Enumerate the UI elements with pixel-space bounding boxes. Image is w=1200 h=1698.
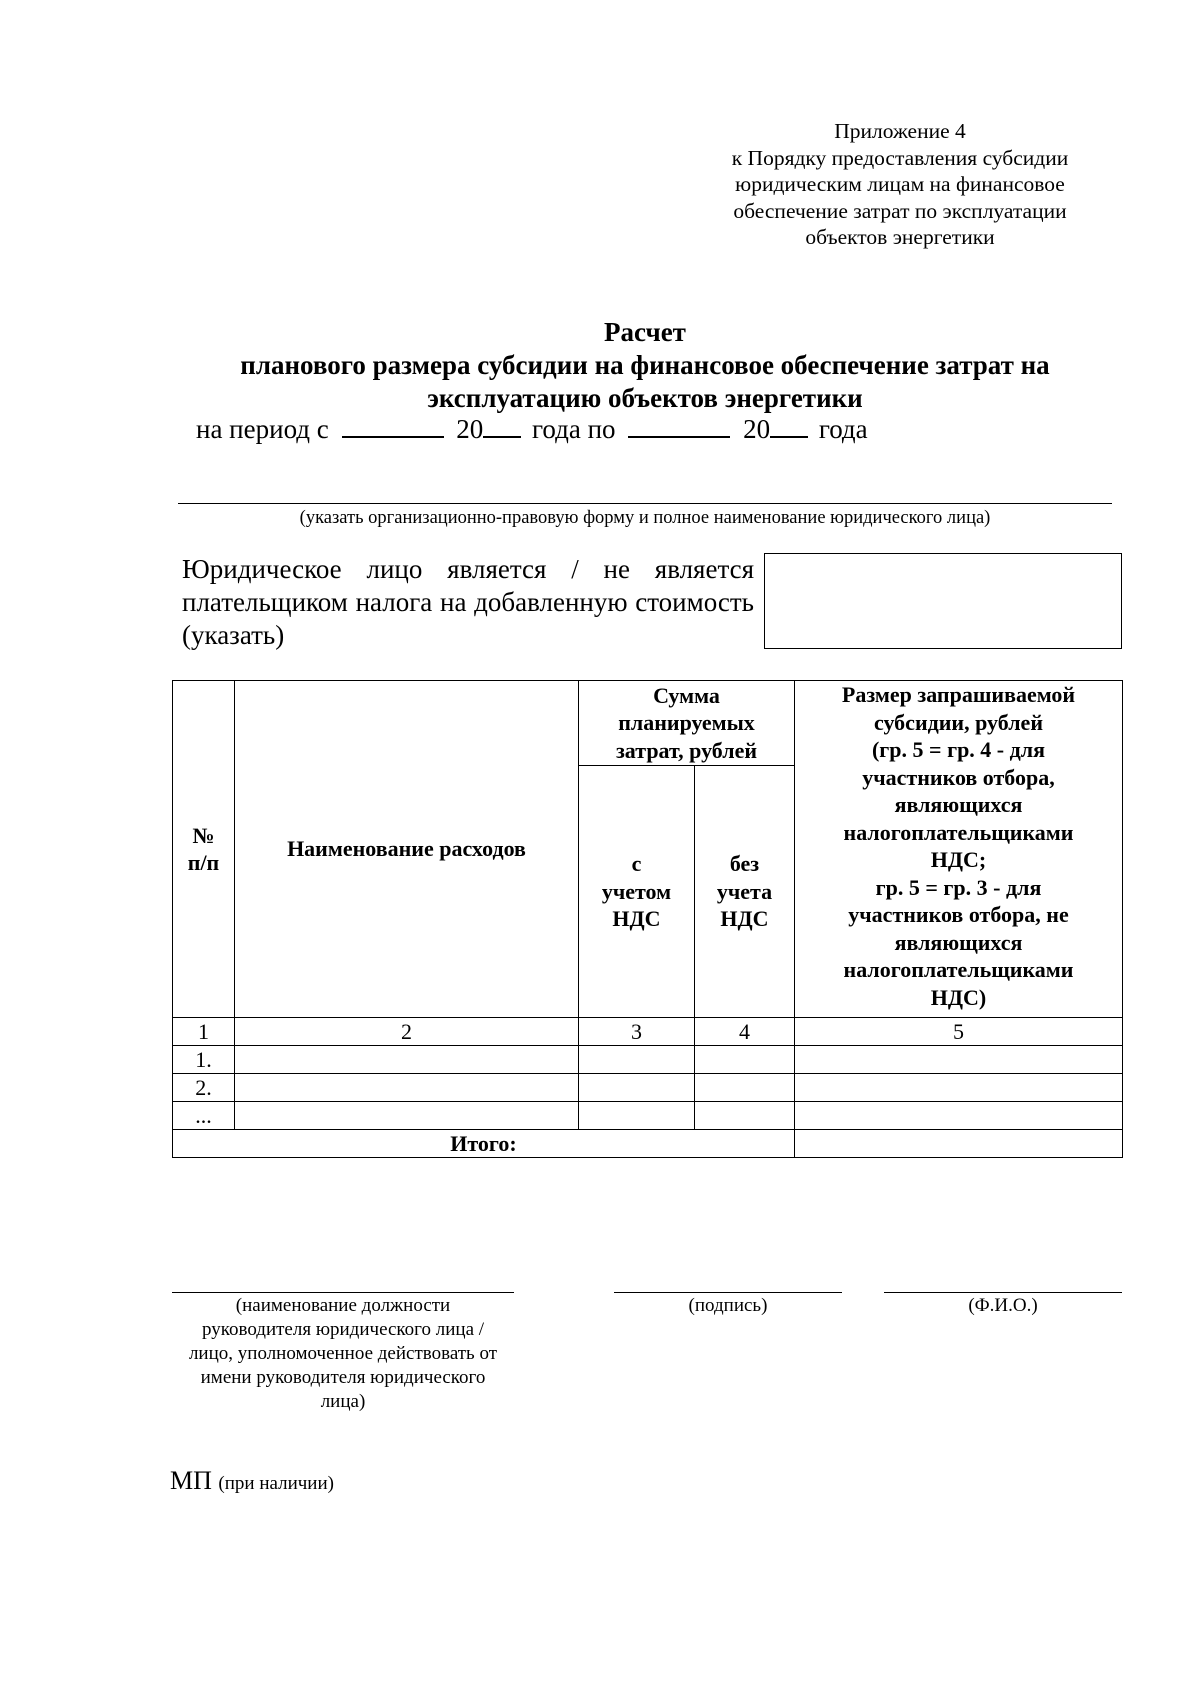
position-caption <box>172 1294 514 1414</box>
table-row <box>173 1074 1123 1102</box>
caption-line: руководителя юридического лица / <box>201 1319 485 1340</box>
caption-line: лицо, уполномоченное действовать от <box>188 1343 498 1364</box>
header-text: с <box>631 851 642 877</box>
header-text: учета <box>716 878 773 904</box>
total-label: Итого: <box>173 1130 795 1158</box>
header-text: (гр. 5 = гр. 4 - для <box>871 737 1045 762</box>
appendix-line: юридическим лицам на финансовое <box>735 172 1065 196</box>
header-text: учетом <box>601 878 672 904</box>
column-number: 3 <box>579 1018 695 1046</box>
period-line <box>196 414 868 445</box>
column-numbers-row <box>173 1018 1123 1046</box>
appendix-line: объектов энергетики <box>805 225 995 249</box>
column-number: 5 <box>795 1018 1123 1046</box>
header-text: НДС) <box>930 984 987 1010</box>
expense-name-cell[interactable] <box>235 1074 579 1102</box>
caption-line: (наименование должности <box>235 1295 451 1316</box>
organization-caption: (указать организационно-правовую форму и полное наименование юридического лица) <box>299 508 991 528</box>
header-subsidy-amount <box>795 681 1123 1018</box>
header-text: № <box>192 822 215 848</box>
title-line: эксплуатацию объектов энергетики <box>427 383 863 413</box>
header-text: участников отбора, не <box>848 902 1069 927</box>
period-year1: 20 <box>456 414 484 444</box>
header-text: НДС; <box>930 847 987 872</box>
period-suffix: года <box>818 414 868 444</box>
title-line: планового размера субсидии на финансовое обеспечение затрат на <box>240 350 1050 380</box>
header-text: НДС <box>612 906 661 932</box>
total-row <box>173 1130 1123 1158</box>
with-vat-cell[interactable] <box>579 1102 695 1130</box>
table-row <box>173 1046 1123 1074</box>
expense-name-cell[interactable] <box>235 1102 579 1130</box>
appendix-line: обеспечение затрат по эксплуатации <box>733 198 1067 223</box>
row-number: 2. <box>173 1074 235 1102</box>
without-vat-cell[interactable] <box>695 1074 795 1102</box>
row-number: 1. <box>173 1046 235 1074</box>
total-subsidy-cell[interactable] <box>795 1130 1123 1158</box>
header-text: Сумма <box>653 682 720 708</box>
subsidy-cell[interactable] <box>795 1102 1123 1130</box>
header-text: п/п <box>187 850 220 875</box>
header-text: участников отбора, <box>862 764 1055 790</box>
column-number: 1 <box>173 1018 235 1046</box>
without-vat-cell[interactable] <box>695 1102 795 1130</box>
row-number: ... <box>173 1102 235 1130</box>
stamp-label: МП <box>170 1466 212 1495</box>
subsidy-cell[interactable] <box>795 1074 1123 1102</box>
column-number: 4 <box>695 1018 795 1046</box>
start-year-blank[interactable] <box>483 414 521 438</box>
header-expense-name <box>235 681 579 1018</box>
appendix-header <box>700 118 1100 251</box>
with-vat-cell[interactable] <box>579 1046 695 1074</box>
header-text: затрат, рублей <box>615 737 758 763</box>
vat-status-box[interactable] <box>764 553 1122 649</box>
header-with-vat <box>579 766 695 1018</box>
header-text: являющихся <box>894 792 1023 817</box>
header-planned-sum <box>579 681 795 766</box>
header-text: налогоплательщиками <box>843 957 1074 982</box>
signature-caption: (подпись) <box>688 1295 768 1316</box>
header-text: НДС <box>720 906 769 932</box>
start-date-blank[interactable] <box>342 414 444 438</box>
expenses-table <box>172 680 1123 1158</box>
document-title <box>150 316 1140 415</box>
header-text: Размер запрашиваемой <box>841 682 1076 707</box>
name-line[interactable] <box>884 1292 1122 1293</box>
header-text: планируемых <box>618 710 755 736</box>
header-row-number <box>173 681 235 1018</box>
appendix-line: Приложение 4 <box>834 119 966 143</box>
header-text: Наименование расходов <box>287 836 526 862</box>
header-without-vat <box>695 766 795 1018</box>
table-row <box>173 1102 1123 1130</box>
end-year-blank[interactable] <box>770 414 808 438</box>
signature-line[interactable] <box>614 1292 842 1293</box>
without-vat-cell[interactable] <box>695 1046 795 1074</box>
column-number: 2 <box>235 1018 579 1046</box>
stamp-placeholder <box>170 1466 334 1496</box>
header-text: без <box>729 851 760 877</box>
header-text: являющихся <box>894 929 1023 955</box>
subsidy-cell[interactable] <box>795 1046 1123 1074</box>
header-text: субсидии, рублей <box>874 709 1043 735</box>
period-prefix: на период с <box>196 414 329 444</box>
expense-name-cell[interactable] <box>235 1046 579 1074</box>
vat-status-text: Юридическое лицо является / не является плательщиком налога на добавленную стоимость (указать) <box>182 554 754 650</box>
header-text: гр. 5 = гр. 3 - для <box>875 874 1042 900</box>
name-caption: (Ф.И.О.) <box>968 1295 1038 1316</box>
position-signature-line[interactable] <box>172 1292 514 1293</box>
with-vat-cell[interactable] <box>579 1074 695 1102</box>
caption-line: лица) <box>320 1391 366 1412</box>
period-year2: 20 <box>743 414 771 444</box>
organization-name-field[interactable] <box>178 503 1112 504</box>
stamp-note: (при наличии) <box>218 1473 334 1494</box>
header-text: налогоплательщиками <box>843 819 1074 845</box>
end-date-blank[interactable] <box>628 414 730 438</box>
caption-line: имени руководителя юридического <box>200 1367 486 1388</box>
title-line: Расчет <box>604 317 686 347</box>
period-middle: года по <box>532 414 616 444</box>
appendix-line: к Порядку предоставления субсидии <box>731 145 1069 170</box>
